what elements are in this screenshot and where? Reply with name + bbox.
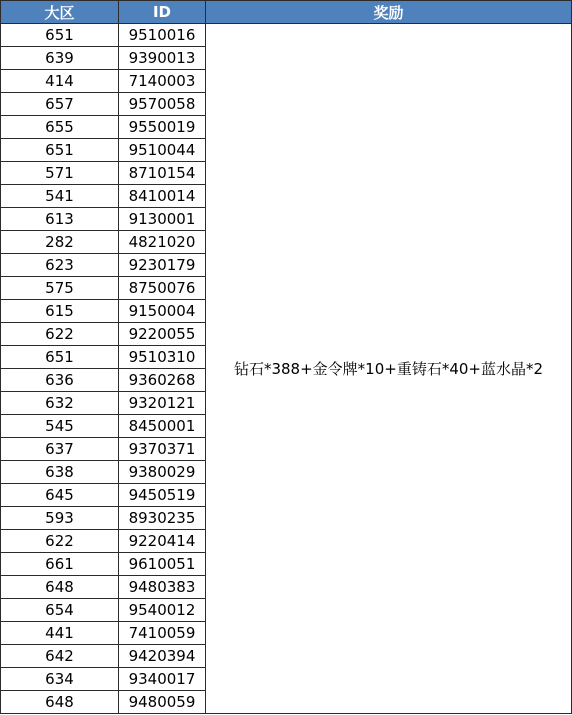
id-cell: 8750076 xyxy=(119,277,206,300)
id-cell: 9550019 xyxy=(119,116,206,139)
header-region: 大区 xyxy=(1,1,119,24)
id-cell: 9610051 xyxy=(119,553,206,576)
region-cell: 645 xyxy=(1,484,119,507)
region-cell: 637 xyxy=(1,438,119,461)
header-reward: 奖励 xyxy=(206,1,572,24)
table-body xyxy=(1,24,572,714)
region-cell: 642 xyxy=(1,645,119,668)
id-cell: 9540012 xyxy=(119,599,206,622)
id-cell: 7410059 xyxy=(119,622,206,645)
header-row xyxy=(1,1,572,24)
region-cell: 657 xyxy=(1,93,119,116)
id-cell: 9380029 xyxy=(119,461,206,484)
id-cell: 9340017 xyxy=(119,668,206,691)
id-cell: 9510310 xyxy=(119,346,206,369)
region-cell: 541 xyxy=(1,185,119,208)
region-cell: 648 xyxy=(1,691,119,714)
region-cell: 632 xyxy=(1,392,119,415)
region-cell: 654 xyxy=(1,599,119,622)
region-cell: 593 xyxy=(1,507,119,530)
region-cell: 414 xyxy=(1,70,119,93)
region-cell: 661 xyxy=(1,553,119,576)
id-cell: 9450519 xyxy=(119,484,206,507)
id-cell: 8930235 xyxy=(119,507,206,530)
region-cell: 638 xyxy=(1,461,119,484)
region-cell: 648 xyxy=(1,576,119,599)
region-cell: 639 xyxy=(1,47,119,70)
id-cell: 9510016 xyxy=(119,24,206,47)
region-cell: 655 xyxy=(1,116,119,139)
id-cell: 9370371 xyxy=(119,438,206,461)
id-cell: 9220055 xyxy=(119,323,206,346)
id-cell: 8710154 xyxy=(119,162,206,185)
region-cell: 622 xyxy=(1,530,119,553)
id-cell: 9480059 xyxy=(119,691,206,714)
region-cell: 575 xyxy=(1,277,119,300)
id-cell: 9150004 xyxy=(119,300,206,323)
id-cell: 4821020 xyxy=(119,231,206,254)
reward-cell: 钻石*388+金令牌*10+重铸石*40+蓝水晶*2 xyxy=(206,24,572,714)
region-cell: 622 xyxy=(1,323,119,346)
id-cell: 9320121 xyxy=(119,392,206,415)
region-cell: 441 xyxy=(1,622,119,645)
region-cell: 651 xyxy=(1,139,119,162)
id-cell: 9570058 xyxy=(119,93,206,116)
region-cell: 613 xyxy=(1,208,119,231)
id-cell: 9480383 xyxy=(119,576,206,599)
region-cell: 636 xyxy=(1,369,119,392)
table-row xyxy=(1,24,572,47)
id-cell: 9360268 xyxy=(119,369,206,392)
id-cell: 9420394 xyxy=(119,645,206,668)
region-cell: 634 xyxy=(1,668,119,691)
header-id: ID xyxy=(119,1,206,24)
region-cell: 571 xyxy=(1,162,119,185)
region-cell: 615 xyxy=(1,300,119,323)
id-cell: 7140003 xyxy=(119,70,206,93)
region-cell: 651 xyxy=(1,346,119,369)
region-cell: 545 xyxy=(1,415,119,438)
region-cell: 623 xyxy=(1,254,119,277)
id-cell: 9220414 xyxy=(119,530,206,553)
id-cell: 9130001 xyxy=(119,208,206,231)
id-cell: 9510044 xyxy=(119,139,206,162)
id-cell: 9230179 xyxy=(119,254,206,277)
id-cell: 9390013 xyxy=(119,47,206,70)
id-cell: 8410014 xyxy=(119,185,206,208)
id-cell: 8450001 xyxy=(119,415,206,438)
region-cell: 282 xyxy=(1,231,119,254)
region-cell: 651 xyxy=(1,24,119,47)
